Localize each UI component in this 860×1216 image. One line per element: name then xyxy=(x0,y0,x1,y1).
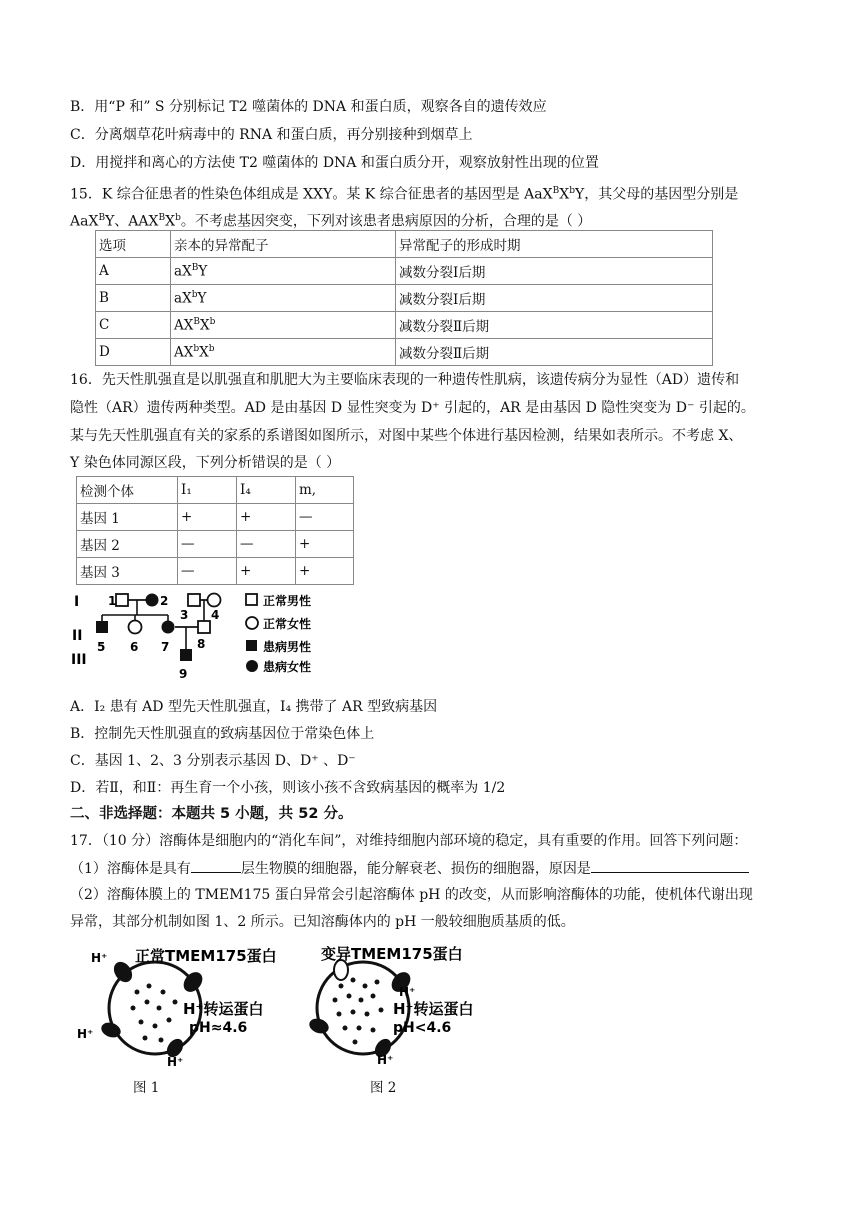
q16-stem-2: 隐性（AR）遗传两种类型。AD 是由基因 D 显性突变为 D⁺ 引起的，AR 是由基因 D 隐性突变为 D⁻ 引起的。 xyxy=(70,400,755,416)
table-header-cell: m, xyxy=(296,477,354,504)
table-header-row xyxy=(77,477,354,504)
table-cell: — xyxy=(178,558,237,585)
table-header-cell: 选项 xyxy=(96,231,171,258)
table-cell: + xyxy=(296,558,354,585)
q16-option-a: A．I₂ 患有 AD 型先天性肌强直，I₄ 携带了 AR 型致病基因 xyxy=(70,699,438,715)
table-cell: D xyxy=(96,339,171,366)
table-cell: $AX^bX^b$ xyxy=(171,339,396,366)
generation-label: I xyxy=(74,594,80,610)
q17-part-1 xyxy=(70,858,749,879)
normal-female-symbol xyxy=(129,621,142,634)
affected-female-symbol xyxy=(162,621,175,634)
table-row xyxy=(77,558,354,585)
table-cell: C xyxy=(96,312,171,339)
q16-stem-1: 16．先天性肌强直是以肌强直和肌肥大为主要临床表现的一种遗传性肌病，该遗传病分为显性（AD）遗传和 xyxy=(70,372,740,388)
table-row xyxy=(77,504,354,531)
q16-option-d: D．若Ⅱ，和Ⅱ：再生育一个小孩，则该小孩不含致病基因的概率为 1/2 xyxy=(70,780,506,796)
section-heading: 二、非选择题：本题共 5 小题，共 52 分。 xyxy=(70,806,353,822)
table-cell: + xyxy=(237,504,296,531)
q14-option-b: B．用“P 和” S 分别标记 T2 噬菌体的 DNA 和蛋白质，观察各自的遗传效应 xyxy=(70,99,547,115)
table-cell: — xyxy=(296,504,354,531)
table-cell: — xyxy=(237,531,296,558)
q16-table xyxy=(76,476,354,585)
generation-label: III xyxy=(71,652,87,668)
legend-normal-male-icon xyxy=(246,594,257,605)
figure-1-caption: 图 1 xyxy=(133,1080,160,1096)
table-cell: 减数分裂Ⅰ后期 xyxy=(396,258,713,285)
table-header-cell: 异常配子的形成时期 xyxy=(396,231,713,258)
individual-number: 9 xyxy=(179,667,188,681)
table-header-cell: I₁ xyxy=(178,477,237,504)
table-cell: + xyxy=(237,558,296,585)
generation-label: II xyxy=(72,628,83,644)
legend-label: 正常女性 xyxy=(263,617,312,631)
figure-2-caption: 图 2 xyxy=(370,1080,397,1096)
normal-male-symbol xyxy=(116,594,128,606)
pedigree-diagram xyxy=(70,585,350,685)
ph-label: pH<4.6 xyxy=(393,1020,452,1036)
table-row xyxy=(77,531,354,558)
table-cell: 减数分裂Ⅱ后期 xyxy=(396,339,713,366)
figure-1-lysosome xyxy=(75,942,290,1067)
protein-label: 正常TMEM175蛋白 xyxy=(135,947,277,965)
q17-p1-text-a: （1）溶酶体是具有 xyxy=(70,861,191,877)
table-header-cell: 亲本的异常配子 xyxy=(171,231,396,258)
individual-number: 4 xyxy=(211,608,220,622)
individual-number: 6 xyxy=(130,640,139,654)
normal-male-symbol xyxy=(198,621,210,633)
table-cell: 减数分裂Ⅰ后期 xyxy=(396,285,713,312)
table-cell: + xyxy=(178,504,237,531)
answer-blank[interactable] xyxy=(591,858,749,873)
q17-p1-text-b: 层生物膜的细胞器，能分解衰老、损伤的细胞器，原因是 xyxy=(240,861,591,877)
ph-label: pH≈4.6 xyxy=(189,1020,248,1036)
variant-tmem175-protein xyxy=(334,960,348,980)
individual-number: 1 xyxy=(108,594,117,608)
q17-part-2-line1: （2）溶酶体膜上的 TMEM175 蛋白异常会引起溶酶体 pH 的改变，从而影响溶酶体的功能，使机体代谢出现 xyxy=(70,887,753,903)
affected-female-symbol xyxy=(146,594,159,607)
legend-normal-female-icon xyxy=(246,617,258,629)
legend-label: 正常男性 xyxy=(263,594,312,608)
figure-2-lysosome xyxy=(295,942,495,1067)
protein-label: 变异TMEM175蛋白 xyxy=(321,945,463,963)
table-header-row xyxy=(96,231,713,258)
table-cell: A xyxy=(96,258,171,285)
q16-option-b: B．控制先天性肌强直的致病基因位于常染色体上 xyxy=(70,726,375,742)
table-row xyxy=(96,285,713,312)
table-cell: 基因 3 xyxy=(77,558,178,585)
affected-male-symbol xyxy=(180,649,192,661)
h-ion-label: H⁺ xyxy=(167,1055,184,1067)
table-row xyxy=(96,312,713,339)
table-row xyxy=(96,339,713,366)
normal-female-symbol xyxy=(208,594,221,607)
q17-stem: 17．（10 分）溶酶体是细胞内的“消化车间”，对维持细胞内部环境的稳定，具有重要的作用。回答下列问题： xyxy=(70,833,748,849)
q14-option-d: D．用搅拌和离心的方法使 T2 噬菌体的 DNA 和蛋白质分开，观察放射性出现的位置 xyxy=(70,155,599,171)
legend-affected-female-icon xyxy=(246,660,258,672)
table-cell: 基因 2 xyxy=(77,531,178,558)
table-cell: $aX^bY$ xyxy=(171,285,396,312)
table-cell: 基因 1 xyxy=(77,504,178,531)
affected-male-symbol xyxy=(96,621,108,633)
legend-label: 患病男性 xyxy=(263,640,312,654)
table-cell: $AX^BX^b$ xyxy=(171,312,396,339)
h-ion-label: H⁺ xyxy=(77,1027,94,1041)
h-ion-label: H⁺ xyxy=(377,1053,394,1067)
q16-option-c: C．基因 1、2、3 分别表示基因 D、D⁺ 、D⁻ xyxy=(70,753,356,769)
q15-table xyxy=(95,230,713,366)
q16-stem-4: Y 染色体同源区段，下列分析错误的是（ ） xyxy=(70,455,341,471)
q17-part-2-line2: 异常，其部分机制如图 1、2 所示。已知溶酶体内的 pH 一般较细胞质基质的低。 xyxy=(70,914,575,930)
transporter-label: H⁺转运蛋白 xyxy=(393,1000,474,1018)
normal-male-symbol xyxy=(188,594,200,606)
table-header-cell: I₄ xyxy=(237,477,296,504)
answer-blank[interactable] xyxy=(191,858,241,873)
table-row xyxy=(96,258,713,285)
table-cell: B xyxy=(96,285,171,312)
legend-label: 患病女性 xyxy=(263,660,312,674)
individual-number: 8 xyxy=(197,637,206,651)
table-cell: + xyxy=(296,531,354,558)
table-cell: $aX^BY$ xyxy=(171,258,396,285)
q14-option-c: C．分离烟草花叶病毒中的 RNA 和蛋白质，再分别接种到烟草上 xyxy=(70,127,473,143)
q15-stem-1: 15．K 综合征患者的性染色体组成是 XXY。某 K 综合征患者的基因型是 $AaX^BX^bY$，其父母的基因型分别是 xyxy=(70,186,739,203)
individual-number: 7 xyxy=(161,640,170,654)
legend-affected-male-icon xyxy=(246,640,257,651)
individual-number: 5 xyxy=(97,640,106,654)
individual-number: 3 xyxy=(180,608,189,622)
q16-stem-3: 某与先天性肌强直有关的家系的系谱图如图所示，对图中某些个体进行基因检测，结果如表所示。不考虑 X、 xyxy=(70,428,743,444)
table-header-cell: 检测个体 xyxy=(77,477,178,504)
table-cell: 减数分裂Ⅱ后期 xyxy=(396,312,713,339)
q15-stem-2: AaX$^B$Y、$AAX^BX^b$。不考虑基因突变，下列对该患者患病原因的分析，合理的是（ ） xyxy=(70,213,592,230)
table-cell: — xyxy=(178,531,237,558)
individual-number: 2 xyxy=(160,594,169,608)
h-ion-label: H⁺ xyxy=(91,951,108,965)
h-ion-label: H⁺ xyxy=(399,985,416,999)
transporter-label: H⁺转运蛋白 xyxy=(183,1000,264,1018)
